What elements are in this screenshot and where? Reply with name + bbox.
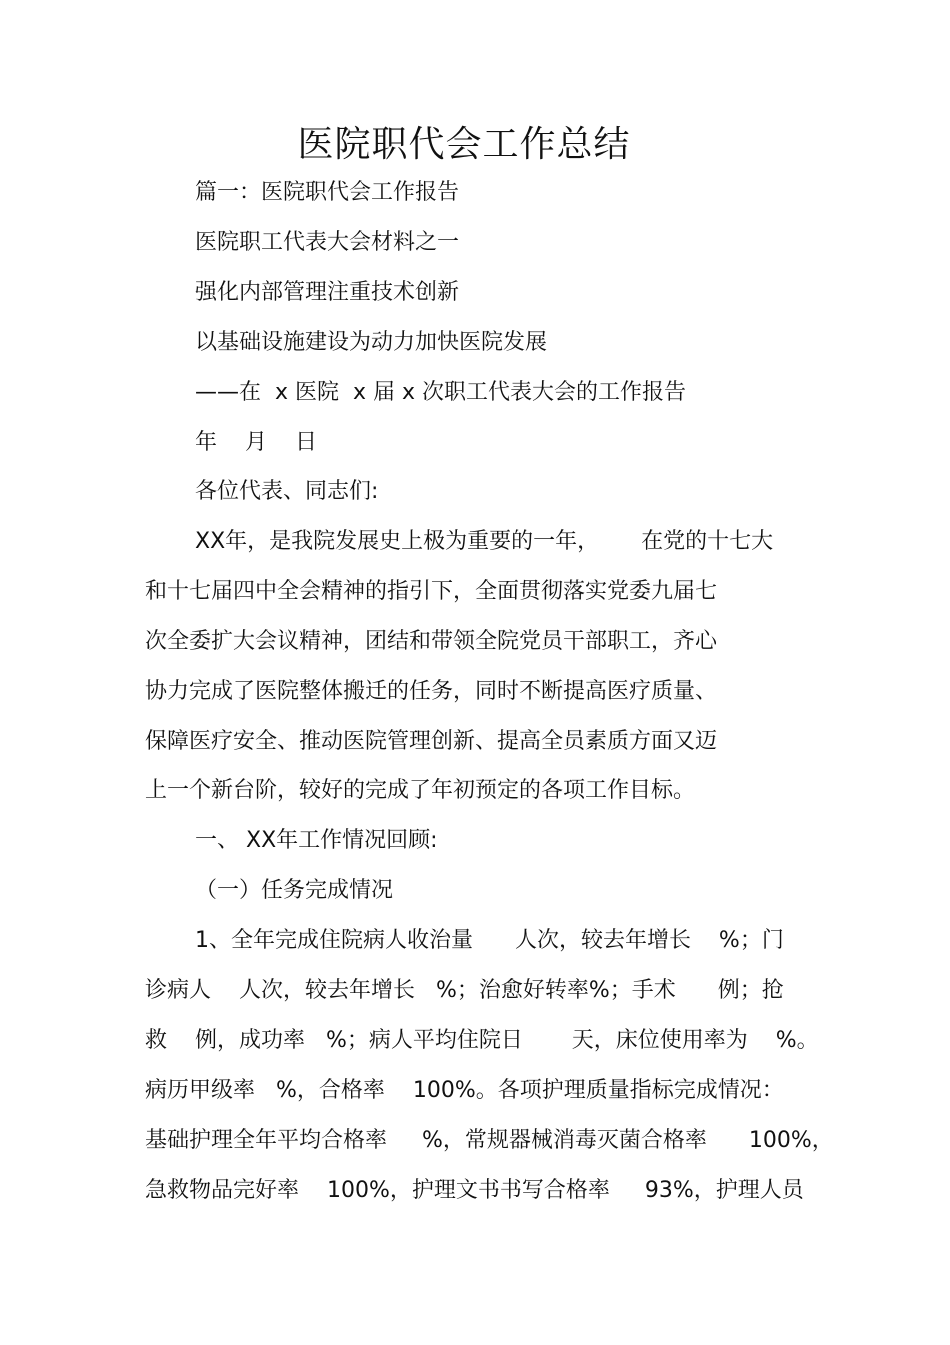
paragraph-line: XX年，是我院发展史上极为重要的一年， 在党的十七大 — [195, 529, 774, 554]
paragraph-line: 急救物品完好率 100%，护理文书书写合格率 93%，护理人员 — [145, 1178, 804, 1203]
paragraph-line: 和十七届四中全会精神的指引下，全面贯彻落实党委九届七 — [145, 579, 718, 604]
paragraph-line: 病历甲级率 %，合格率 100%。各项护理质量指标完成情况： — [145, 1078, 784, 1103]
paragraph-line: ——在 x 医院 x 届 x 次职工代表大会的工作报告 — [195, 380, 687, 405]
paragraph-line: 以基础设施建设为动力加快医院发展 — [195, 330, 548, 355]
paragraph-line: 保障医疗安全、推动医院管理创新、提高全员素质方面又迈 — [145, 729, 718, 754]
paragraph-line: 1、全年完成住院病人收治量 人次，较去年增长 %；门 — [195, 928, 784, 953]
paragraph-line: 救 例，成功率 %；病人平均住院日 天，床位使用率为 %。 — [145, 1028, 819, 1053]
document-title: 医院职代会工作总结 — [297, 124, 631, 165]
paragraph-line: 篇一：医院职代会工作报告 — [195, 180, 460, 205]
paragraph-line: 次全委扩大会议精神，团结和带领全院党员干部职工，齐心 — [145, 629, 718, 654]
date-line: 年 月 日 — [195, 430, 317, 455]
paragraph-line: 强化内部管理注重技术创新 — [195, 280, 460, 305]
subsection-heading: （一）任务完成情况 — [195, 878, 394, 903]
paragraph-line: 协力完成了医院整体搬迁的任务，同时不断提高医疗质量、 — [145, 679, 718, 704]
salutation-line: 各位代表、同志们: — [195, 479, 379, 504]
section-heading: 一、 XX年工作情况回顾: — [195, 828, 438, 853]
paragraph-line: 上一个新台阶，较好的完成了年初预定的各项工作目标。 — [145, 778, 696, 803]
paragraph-line: 诊病人 人次，较去年增长 %；治愈好转率%；手术 例；抢 — [145, 978, 784, 1003]
paragraph-line: 医院职工代表大会材料之一 — [195, 230, 460, 255]
paragraph-line: 基础护理全年平均合格率 %，常规器械消毒灭菌合格率 100%， — [145, 1128, 834, 1153]
